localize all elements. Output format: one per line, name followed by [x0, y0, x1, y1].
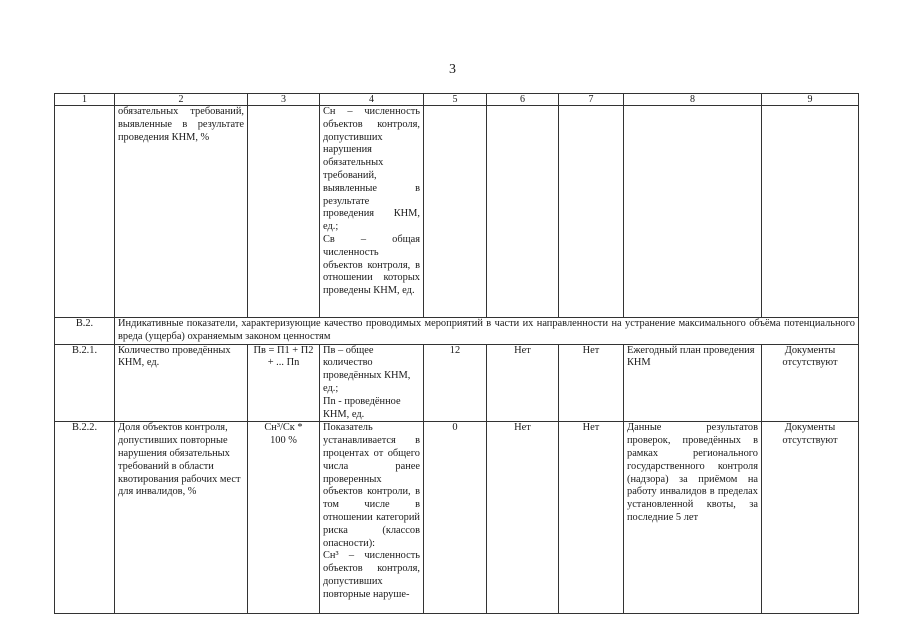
source-cell: Ежегодный план проведения КНМ	[624, 344, 762, 422]
value-cell: Нет	[487, 422, 559, 614]
description-part: Показатель устанавливается в процентах от общего числа ранее проверенных объектов контроли, в том числе в отношении категорий риска (классов опасности):	[323, 422, 420, 549]
description-part: Сн³ – численность объектов контроля, допустивших повторные наруше-	[323, 550, 420, 600]
formula-cell	[248, 106, 320, 318]
formula-description-cell	[320, 106, 424, 318]
documents-cell: Документы отсутствуют	[762, 422, 859, 614]
indicators-table	[54, 93, 859, 614]
header-cell: 7	[559, 94, 624, 106]
table-row	[55, 422, 859, 614]
documents-cell	[762, 106, 859, 318]
description-part: Сн – численность объектов контроля, допустивших нарушения обязательных требований, выявленные в результате проведения КНМ, ед.;	[323, 106, 420, 233]
formula-description-cell	[320, 344, 424, 422]
formula-part: Сн³/Ск *	[264, 422, 303, 434]
header-cell: 2	[115, 94, 248, 106]
source-cell	[624, 106, 762, 318]
value-cell: Нет	[559, 422, 624, 614]
description-part: Пв – общее количество проведённых КНМ, ед.;	[323, 344, 411, 394]
source-cell: Данные результатов проверок, проведённых в рамках регионального государственного контроля (надзора) за приёмом на работу инвалидов в пределах установленной квоты, за последние 5 лет	[624, 422, 762, 614]
value-cell	[487, 106, 559, 318]
header-cell: 1	[55, 94, 115, 106]
value-cell: Нет	[487, 344, 559, 422]
table-header-row	[55, 94, 859, 106]
row-code-cell	[55, 106, 115, 318]
description-part: Пn - проведённое КНМ, ед.	[323, 395, 401, 420]
formula-cell: Пв = П1 + П2 + ... Пn	[248, 344, 320, 422]
section-title-cell: Индикативные показатели, характеризующие качество проводимых мероприятий в части их направленности на устранение максимального объёма потенциального вреда (ущерба) охраняемым законом ценностям	[115, 318, 859, 345]
row-code-cell: В.2.2.	[55, 422, 115, 614]
value-cell: 0	[424, 422, 487, 614]
value-cell	[559, 106, 624, 318]
indicator-name-cell: обязательных требований, выявленные в результате проведения КНМ, %	[115, 106, 248, 318]
table-row	[55, 344, 859, 422]
indicator-name-cell: Количество проведённых КНМ, ед.	[115, 344, 248, 422]
table-row-continued	[55, 106, 859, 318]
formula-cell	[248, 422, 320, 614]
header-cell: 6	[487, 94, 559, 106]
page-number: 3	[449, 62, 456, 77]
row-code-cell: В.2.1.	[55, 344, 115, 422]
value-cell: 12	[424, 344, 487, 422]
header-cell: 4	[320, 94, 424, 106]
description-part: Св – общая численность объектов контроля, в отношении которых проведены КНМ, ед.	[323, 233, 420, 297]
table-row-section	[55, 318, 859, 345]
value-cell	[424, 106, 487, 318]
documents-cell: Документы отсутствуют	[762, 344, 859, 422]
formula-description-cell	[320, 422, 424, 614]
header-cell: 8	[624, 94, 762, 106]
header-cell: 5	[424, 94, 487, 106]
formula-part: 100 %	[270, 435, 297, 447]
row-code-cell: В.2.	[55, 318, 115, 345]
header-cell: 9	[762, 94, 859, 106]
header-cell: 3	[248, 94, 320, 106]
indicator-name-cell: Доля объектов контроля, допустивших повторные нарушения обязательных требований в области квотирования рабочих мест для инвалидов, %	[115, 422, 248, 614]
value-cell: Нет	[559, 344, 624, 422]
